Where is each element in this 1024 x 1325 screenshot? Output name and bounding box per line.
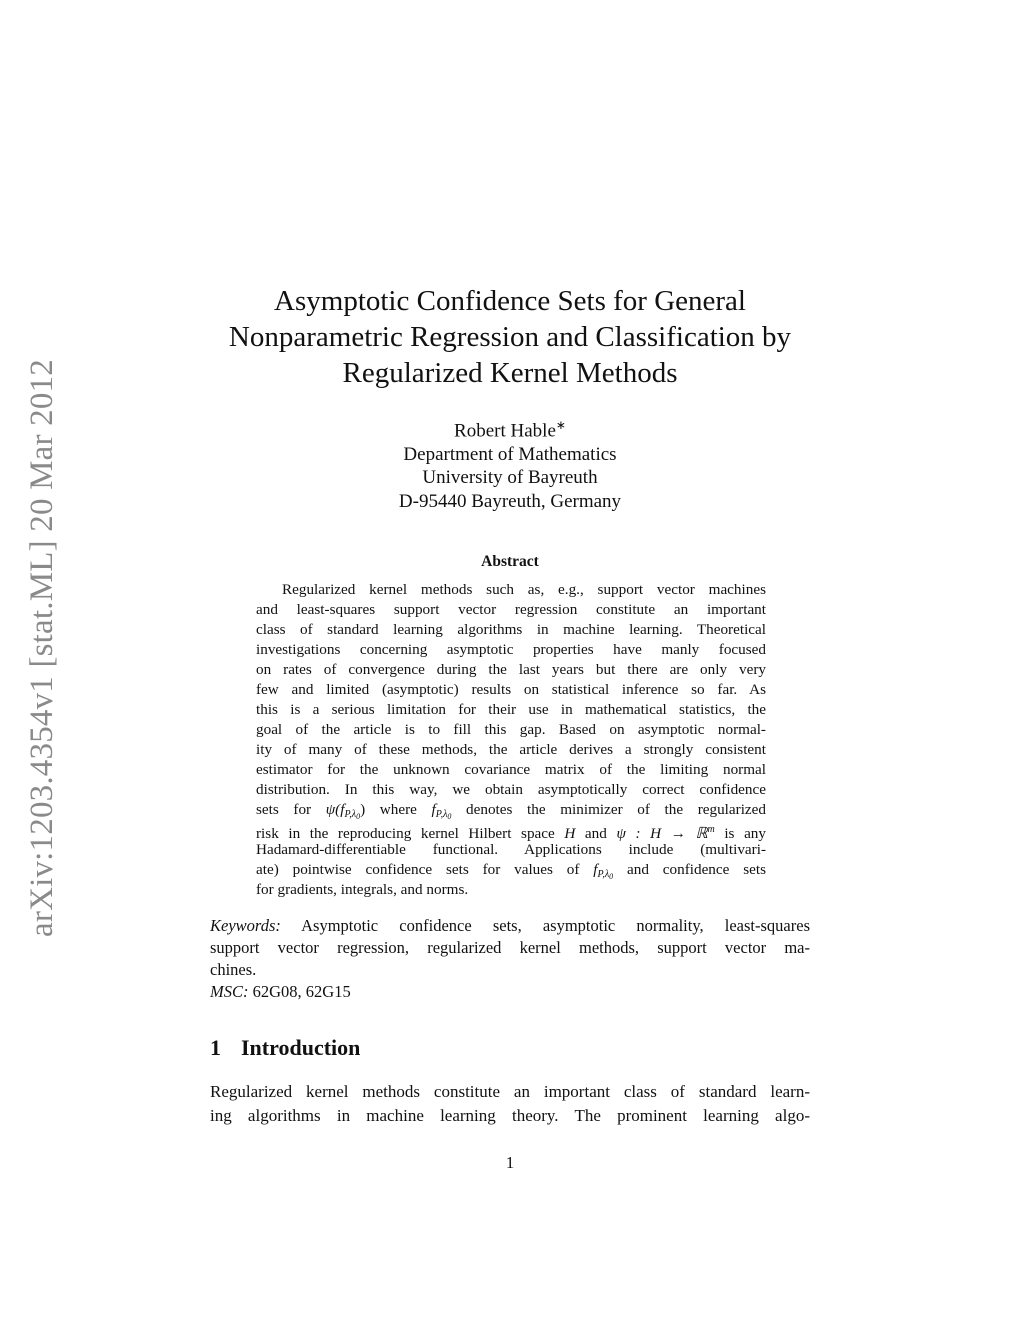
keywords-line [210, 915, 810, 937]
abstract-line: for gradients, integrals, and norms. [256, 881, 469, 898]
math-symbol: ψ : H → ℝ [616, 825, 708, 842]
author-name-line [260, 414, 760, 443]
body-line: Regularized kernel methods constitute an important class of standard learn- [210, 1082, 810, 1101]
math-f [593, 861, 614, 881]
math-symbol: f [340, 801, 345, 818]
section-title: Introduction [241, 1035, 361, 1060]
author-address: D-95440 Bayreuth, Germany [398, 490, 622, 512]
section-heading [210, 1033, 360, 1063]
math-subsubscript: 0 [447, 812, 452, 821]
keywords-line: chines. [210, 960, 257, 979]
text-fragment: and confidence sets [613, 861, 767, 878]
abstract-line: and least-squares support vector regression constitute an important [256, 601, 766, 618]
keywords-block [210, 915, 810, 1003]
math-symbol: H [564, 825, 576, 842]
introduction-body [210, 1080, 810, 1128]
abstract-line: Hadamard-differentiable functional. Applications include (multivari- [256, 841, 766, 858]
title-line: Nonparametric Regression and Classification by [228, 321, 792, 353]
text-fragment: ) where [360, 801, 432, 818]
abstract-line [256, 860, 766, 880]
math-subsubscript: 0 [356, 812, 361, 821]
paper-title [200, 283, 820, 391]
abstract-line: few and limited (asymptotic) results on statistical inference so far. As [256, 681, 766, 698]
page-number: 1 [505, 1153, 515, 1172]
abstract-line: goal of the article is to fill this gap. Based on asymptotic normal- [256, 721, 766, 738]
abstract-body [256, 580, 766, 900]
msc-label: MSC: [210, 982, 249, 1001]
title-line: Asymptotic Confidence Sets for General [274, 285, 746, 317]
math-f [431, 801, 452, 821]
abstract-line [256, 820, 766, 840]
math-subscript: P,λ [597, 869, 610, 880]
abstract-heading: Abstract [481, 553, 539, 570]
abstract-line [256, 800, 766, 820]
math-symbol: f [431, 801, 436, 818]
abstract-line: distribution. In this way, we obtain asymptotically correct confidence [256, 781, 766, 798]
author-block [260, 414, 760, 513]
text-fragment: is any [714, 825, 766, 842]
math-subsubscript: 0 [609, 872, 614, 881]
abstract-line: on rates of convergence during the last years but there are only very [256, 661, 766, 678]
keywords-label: Keywords: [210, 916, 281, 935]
keywords-line: support vector regression, regularized kernel methods, support vector ma- [210, 938, 810, 957]
math-superscript: m [707, 824, 715, 835]
arxiv-identifier-stamp: arXiv:1203.4354v1 [stat.ML] 20 Mar 2012 [24, 359, 60, 937]
abstract-line: ity of many of these methods, the article derives a strongly consistent [256, 741, 766, 758]
msc-value: 62G08, 62G15 [248, 982, 351, 1001]
text-fragment: sets for [256, 801, 326, 818]
body-line: ing algorithms in machine learning theory. The prominent learning algo- [210, 1106, 810, 1125]
math-psi: $\psi(f_{P,\lambda_0}$ [325, 801, 361, 821]
math-subscript: P,λ [344, 809, 357, 820]
math-subscript: P,λ [435, 809, 448, 820]
keywords-text: Asymptotic confidence sets, asymptotic normality, least-squares [280, 916, 810, 935]
text-fragment: risk in the reproducing kernel Hilbert space [256, 825, 565, 842]
msc-line [210, 981, 810, 1003]
author-name: Robert Hable [454, 420, 556, 442]
abstract-line: Regularized kernel methods such as, e.g., support vector machines [282, 581, 766, 598]
section-number: 1 [210, 1035, 221, 1060]
math-symbol: f [593, 861, 598, 878]
text-fragment: ate) pointwise confidence sets for values of [256, 861, 594, 878]
abstract-line: class of standard learning algorithms in machine learning. Theoretical [256, 621, 766, 638]
abstract-line: estimator for the unknown covariance matrix of the limiting normal [256, 761, 766, 778]
text-fragment: denotes the minimizer of the regularized [451, 801, 766, 818]
title-line: Regularized Kernel Methods [342, 357, 678, 389]
abstract-line: this is a serious limitation for their use in mathematical statistics, the [256, 701, 766, 718]
author-department: Department of Mathematics [403, 443, 617, 465]
text-fragment: and [575, 825, 617, 842]
author-footnote-mark: ∗ [555, 418, 566, 432]
abstract-line: investigations concerning asymptotic properties have manly focused [256, 641, 766, 658]
math-symbol: ψ [325, 801, 336, 818]
author-university: University of Bayreuth [422, 467, 598, 489]
